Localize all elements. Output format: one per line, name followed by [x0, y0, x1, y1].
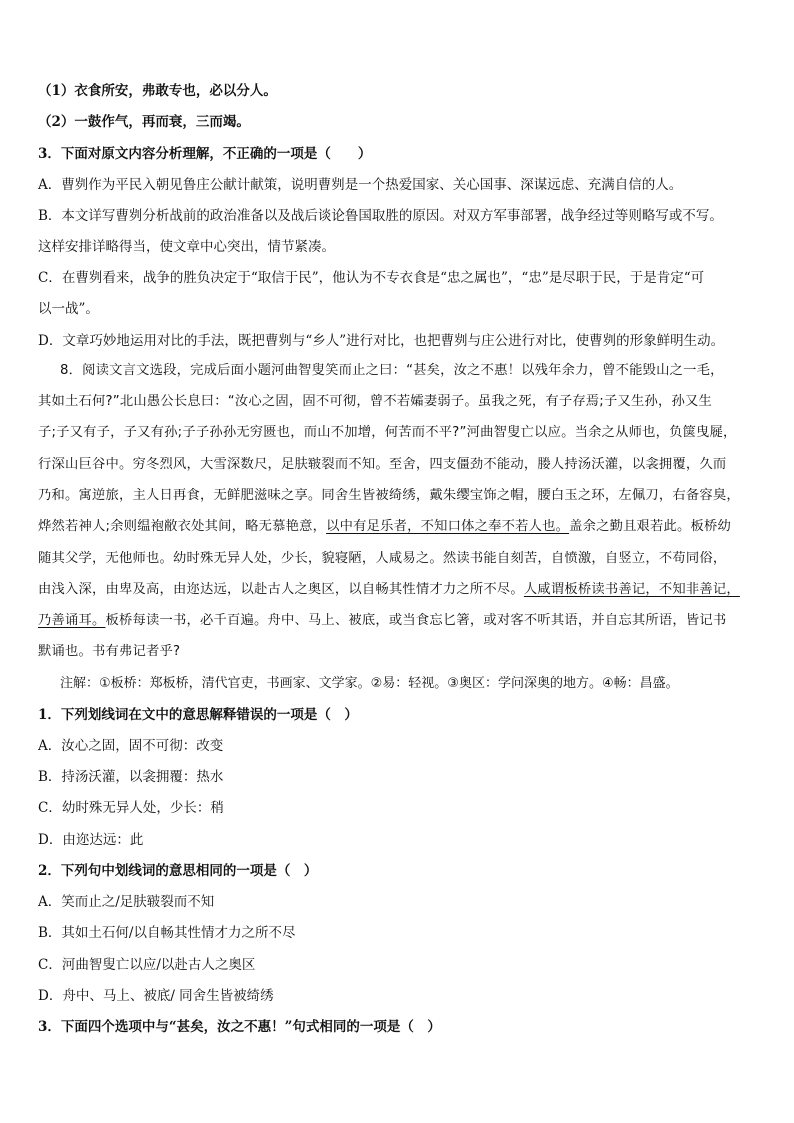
- passage-text: 板桥每读一书，必千百遍。舟中、马上、被底，或当食忘匕箸，或对客不听其语，并自忘其所语，皆记书: [105, 613, 727, 628]
- underlined-sentence-2-end: 乃善诵耳。: [38, 613, 106, 628]
- subquestion-1-option-a: A．汝心之固，固不可彻：改变: [38, 738, 224, 754]
- underlined-sentence-2: 人咸谓板桥读书善记，不知非善记，: [523, 582, 740, 597]
- passage-text: 盖余之勤且艰若此。板桥幼: [569, 519, 732, 534]
- passage-intro: 8．阅读文言文选段，完成后面小题: [60, 363, 272, 378]
- passage-text: 河曲智叟笑而止之曰：“甚矣，汝之不惠！以残年余力，曾不能毁山之一毛，: [271, 363, 724, 378]
- subquestion-2-option-a: A．笑而止之/足肤皲裂而不知: [38, 894, 215, 910]
- subquestion-3-stem: 3．下面四个选项中与“甚矣，汝之不惠！”句式相同的一项是（ ）: [38, 1019, 441, 1035]
- underlined-sentence-1: 以中有足乐者，不知口体之奉不若人也。: [326, 519, 570, 534]
- question-3-option-b-line1: B．本文详写曹刿分析战前的政治准备以及战后谈论鲁国取胜的原因。对双方军事部署，战争经过等则略写或不写。: [38, 208, 723, 224]
- subquestion-2-stem: 2．下列句中划线词的意思相同的一项是（ ）: [38, 863, 318, 879]
- question-3-option-a: A．曹刿作为平民入朝见鲁庄公献计献策，说明曹刿是一个热爱国家、关心国事、深谋远虑、充满自信的人。: [38, 177, 683, 193]
- question-3-option-c-line2: 以一战”。: [38, 301, 99, 317]
- passage-line-6: [38, 517, 764, 537]
- translation-item-1: （1）衣食所安，弗敢专也，必以分人。: [38, 83, 277, 99]
- passage-line-3: 子;子又有子，子又有孙;子子孙孙无穷匮也，而山不加增，何苦而不平?”河曲智叟亡以应。当余之从师也，负箧曳屣，: [38, 425, 737, 440]
- question-3-option-c-line1: C．在曹刿看来，战争的胜负决定于“取信于民”，他认为不专衣食是“忠之属也”，“忠”是尽职于民，于是肯定“可: [38, 270, 705, 286]
- passage-line-2: 其如土石何?”北山愚公长息曰：“汝心之固，固不可彻，曾不若孀妻弱子。虽我之死，有子存焉;子又生孙，孙又生: [38, 394, 712, 409]
- subquestion-2-option-c: C．河曲智叟亡以应/以赴古人之奥区: [38, 957, 256, 973]
- passage-line-10: 默诵也。书有弗记者乎?: [38, 644, 181, 659]
- question-3-stem: 3．下面对原文内容分析理解，不正确的一项是（ ）: [38, 146, 372, 162]
- passage-line-9: [38, 611, 764, 631]
- translation-item-2: （2）一鼓作气，再而衰，三而竭。: [38, 114, 250, 130]
- subquestion-1-stem: 1．下列划线词在文中的意思解释错误的一项是（ ）: [38, 707, 358, 723]
- passage-line-4: 行深山巨谷中。穷冬烈风，大雪深数尺，足肤皲裂而不知。至舍，四支僵劲不能动，媵人持汤沃灌，以衾拥覆，久而: [38, 457, 727, 472]
- passage-line-7: 随其父学，无他师也。幼时殊无异人处，少长，貌寝陋，人咸易之。然读书能自刻苦，自愤激，自竖立，不苟同俗，: [38, 551, 727, 566]
- subquestion-1-option-b: B．持汤沃灌，以衾拥覆：热水: [38, 769, 224, 785]
- passage-text: 由浅入深，由卑及高，由迩达远，以赴古人之奥区，以自畅其性情才力之所不尽。: [38, 582, 524, 597]
- subquestion-2-option-b: B．其如土石何/以自畅其性情才力之所不尽: [38, 925, 296, 941]
- passage-text: 烨然若神人;余则缊袍敝衣处其间，略无慕艳意，: [38, 519, 327, 534]
- passage-line-5: 乃和。寓逆旅，主人日再食，无鲜肥滋味之享。同舍生皆被绮绣，戴朱缨宝饰之帽，腰白玉之环，左佩刀，右备容臭，: [38, 488, 740, 503]
- passage-notes: 注解：①板桥：郑板桥，清代官吏，书画家、文学家。②易：轻视。③奥区：学问深奥的地方。④畅：昌盛。: [60, 676, 679, 691]
- question-3-option-b-line2: 这样安排详略得当，使文章中心突出，情节紧凑。: [38, 239, 335, 255]
- subquestion-2-option-d: D．舟中、马上、被底/ 同舍生皆被绮绣: [38, 988, 274, 1004]
- subquestion-1-option-d: D．由迩达远：此: [38, 832, 144, 848]
- subquestion-1-option-c: C．幼时殊无异人处，少长：稍: [38, 800, 224, 816]
- passage-line-1: [60, 361, 764, 381]
- question-3-option-d: D．文章巧妙地运用对比的手法，既把曹刿与“乡人”进行对比，也把曹刿与庄公进行对比，使曹刿的形象鲜明生动。: [38, 333, 725, 349]
- passage-line-8: [38, 580, 764, 600]
